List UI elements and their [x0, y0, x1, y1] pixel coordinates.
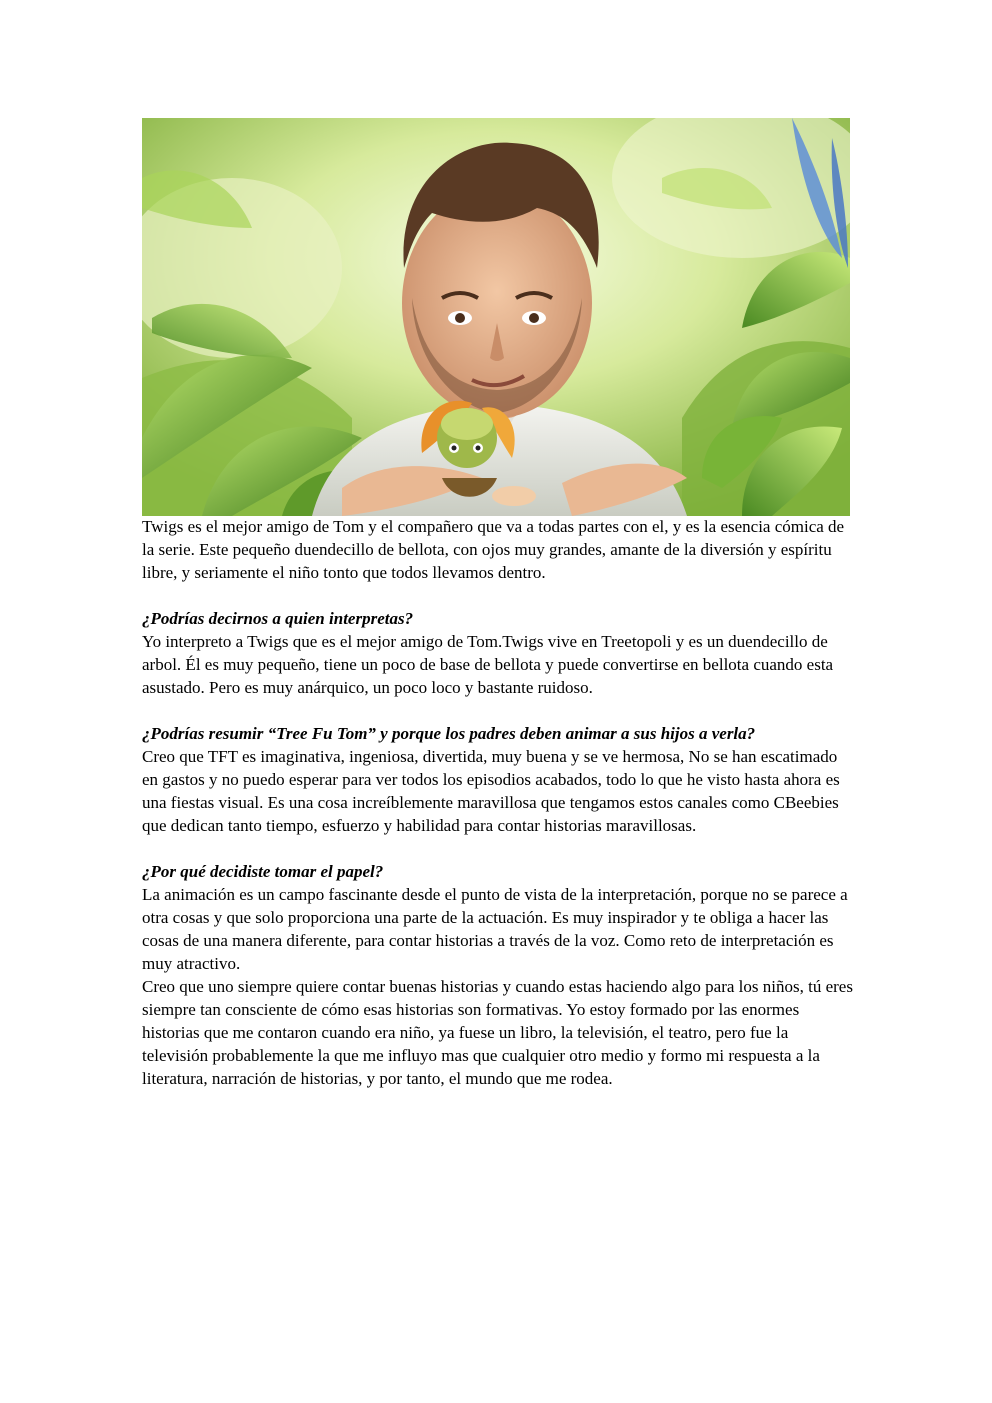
- answer-3-part-2: Creo que uno siempre quiere contar buenas historias y cuando estas haciendo algo para los niños, tú eres siempre tan consciente de cómo esas historias son formativas. Yo estoy formado por las enormes historias que me contaron cuando era niño, ya fuese un libro, la televisión, el teatro, pero fue la televisión probablemente la que me influyo mas que cualquier otro medio y formo mi respuesta a la literatura, narración de historias, y por tanto, el mundo que me rodea.: [142, 977, 853, 1088]
- jungle-scene-illustration: [142, 118, 850, 516]
- question-1: ¿Podrías decirnos a quien interpretas?: [142, 609, 414, 628]
- answer-3-part-1: La animación es un campo fascinante desde el punto de vista de la interpretación, porque no se parece a otra cosas y que solo proporciona una parte de la actuación. Es muy inspirador y te obliga a hacer las cosas de una manera diferente, para contar historias a través de la voz. Como reto de interpretación es muy atractivo.: [142, 885, 848, 973]
- intro-paragraph: Twigs es el mejor amigo de Tom y el compañero que va a todas partes con el, y es la esencia cómica de la serie. Este pequeño duendecillo de bellota, con ojos muy grandes, amante de la diversión y espíritu libre, y seriamente el niño tonto que todos llevamos dentro.: [142, 517, 845, 582]
- article-body: [142, 515, 854, 1090]
- paragraph-spacer: [142, 837, 854, 860]
- paragraph-spacer: [142, 584, 854, 607]
- question-3: ¿Por qué decidiste tomar el papel?: [142, 862, 384, 881]
- header-photo: [142, 118, 850, 516]
- question-2: ¿Podrías resumir “Tree Fu Tom” y porque los padres deben animar a sus hijos a verla?: [142, 724, 756, 743]
- paragraph-spacer: [142, 699, 854, 722]
- answer-2: Creo que TFT es imaginativa, ingeniosa, divertida, muy buena y se ve hermosa, No se han escatimado en gastos y no puedo esperar para ver todos los episodios acabados, todo lo que he visto hasta ahora es una fiestas visual. Es una cosa increíblemente maravillosa que tengamos estos canales como CBeebies que dedican tanto tiempo, esfuerzo y habilidad para contar historias maravillosas.: [142, 747, 840, 835]
- answer-1: Yo interpreto a Twigs que es el mejor amigo de Tom.Twigs vive en Treetopoli y es un duendecillo de arbol. Él es muy pequeño, tiene un poco de base de bellota y puede convertirse en bellota cuando esta asustado. Pero es muy anárquico, un poco loco y bastante ruidoso.: [142, 632, 834, 697]
